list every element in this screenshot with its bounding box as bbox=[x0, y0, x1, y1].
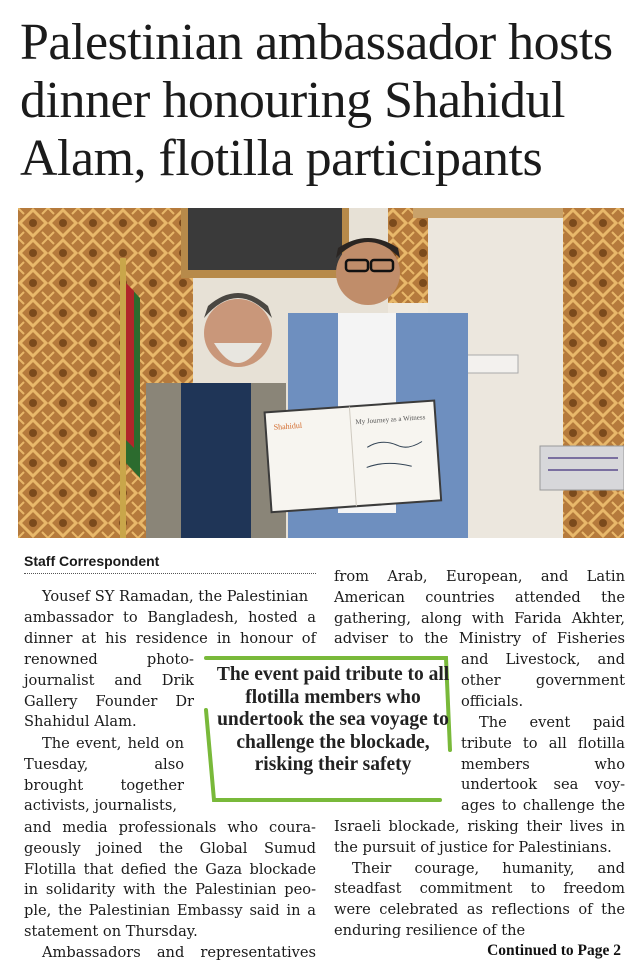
right-p2-full bbox=[334, 817, 625, 942]
text-line: from Arab, European, and Latin bbox=[334, 568, 625, 585]
text-line: Tuesday, also bbox=[24, 755, 184, 773]
book-title: My Journey as a Witness bbox=[355, 413, 426, 427]
text-line: journalist and Drik bbox=[24, 671, 194, 689]
text-line: enduring resilience of the bbox=[334, 921, 526, 939]
text-line: The event paid bbox=[479, 714, 625, 731]
text-line: adviser to the Ministry of Fisheries bbox=[334, 630, 625, 648]
left-p2-full bbox=[24, 818, 316, 964]
text-line: and Livestock, and bbox=[461, 651, 625, 668]
text-line: undertook sea voy- bbox=[461, 776, 625, 794]
text-line: Israeli blockade, risking their lives in bbox=[334, 818, 625, 835]
text-line: The event, held on bbox=[42, 735, 184, 752]
text-line: the pursuit of justice for Palestinians. bbox=[334, 838, 612, 856]
text-line: dinner at his residence in honour of bbox=[24, 629, 316, 647]
text-line: Gallery Founder Dr bbox=[24, 692, 194, 710]
text-line: Shahidul Alam. bbox=[24, 713, 137, 731]
right-p1-narrow bbox=[461, 650, 625, 712]
text-line: American countries attended the bbox=[334, 588, 625, 606]
book-brand: Shahidul bbox=[273, 420, 303, 432]
left-p1-full bbox=[24, 587, 316, 649]
continued-link[interactable]: Continued to Page 2 bbox=[487, 942, 621, 959]
text-line: Yousef SY Ramadan, the Palestinian bbox=[42, 588, 309, 605]
text-line: steadfast commitment to freedom bbox=[334, 880, 625, 898]
text-line: brought together bbox=[24, 776, 184, 794]
left-p1-narrow bbox=[24, 650, 194, 733]
right-p1-full bbox=[334, 567, 625, 650]
byline-rule bbox=[24, 573, 316, 574]
text-line: geously joined the Global Sumud bbox=[24, 839, 316, 857]
text-line: statement on Thursday. bbox=[24, 922, 198, 940]
text-line: ages to challenge the bbox=[461, 797, 625, 815]
text-line: ple, the Palestinian Embassy said in a bbox=[24, 902, 316, 920]
text-line: ambassador to Bangladesh, hosted a bbox=[24, 608, 316, 626]
text-line: Ambassadors and representatives bbox=[42, 943, 316, 961]
text-line: gathering, along with Farida Akhter, bbox=[334, 609, 625, 627]
text-line: and media professionals who coura- bbox=[24, 819, 316, 836]
text-line: activists, journalists, bbox=[24, 797, 178, 815]
left-column bbox=[24, 587, 316, 649]
text-line: officials. bbox=[461, 692, 524, 710]
text-line: renowned photo- bbox=[24, 651, 194, 668]
text-line: Flotilla that defied the Gaza blockade bbox=[24, 860, 316, 878]
text-line: were celebrated as reflections of the bbox=[334, 901, 625, 919]
text-line: other government bbox=[461, 671, 625, 689]
pull-quote: The event paid tribute to all flotilla members who undertook the sea voyage to challenge the blockade, risking their safety bbox=[216, 664, 450, 775]
left-p2-narrow bbox=[24, 734, 184, 817]
text-line: in solidarity with the Palestinian peo- bbox=[24, 881, 316, 899]
text-line: Their courage, humanity, and bbox=[352, 859, 625, 877]
article-photo bbox=[18, 208, 624, 538]
headline: Palestinian ambassador hosts dinner honouring Shahidul Alam, flotilla participants bbox=[20, 14, 613, 187]
byline: Staff Correspondent bbox=[24, 553, 160, 569]
text-line: tribute to all flotilla bbox=[461, 734, 625, 752]
right-p2-narrow bbox=[461, 713, 625, 817]
text-line: members who bbox=[461, 755, 625, 773]
